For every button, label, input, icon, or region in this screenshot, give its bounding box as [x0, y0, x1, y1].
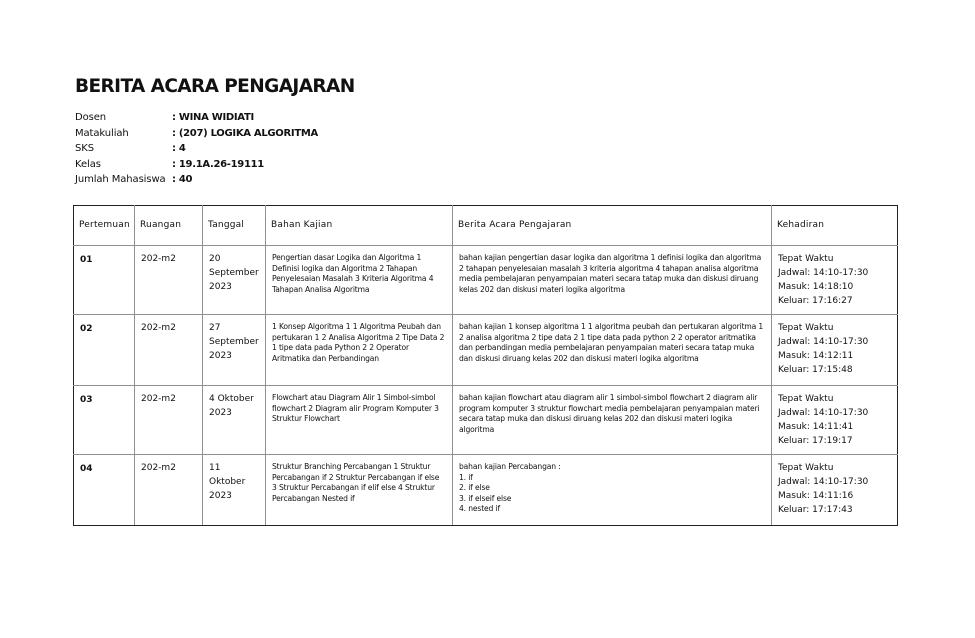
cell-ruangan: 202-m2	[135, 246, 203, 315]
cell-kehadiran	[772, 455, 898, 526]
course-info	[75, 110, 318, 188]
cell-tanggal	[203, 246, 266, 315]
date-day: 27	[209, 323, 221, 333]
attendance-status: Tepat Waktu	[778, 254, 834, 264]
cell-bahan-kajian: Struktur Branching Percabangan 1 Struktur Percabangan if 2 Struktur Percabangan if else 3 Struktur Percabangan if elif else 4 Struktur Percabangan Nested if	[266, 455, 453, 526]
attendance-in: Masuk: 14:18:10	[778, 282, 854, 292]
cell-berita-acara	[453, 455, 772, 526]
attendance-out: Keluar: 17:19:17	[778, 436, 853, 446]
column-header-tanggal: Tanggal	[203, 206, 266, 246]
attendance-status: Tepat Waktu	[778, 463, 834, 473]
date-year: 2023	[209, 282, 232, 292]
report-text: bahan kajian 1 konsep algoritma 1 1 algoritma peubah dan pertukaran algoritma 1 2 analisa algoritma 2 tipe data 2 1 tipe data pada python 2 2 operator aritmatika dan perbandingan media pembelajaran penyampaian materi secara tatap muka dan diskusi diruang kelas 202 dan diskusi materi logika algoritma	[459, 322, 764, 363]
cell-kehadiran	[772, 246, 898, 315]
cell-ruangan: 202-m2	[135, 455, 203, 526]
date-month: Oktober	[209, 477, 246, 487]
cell-tanggal	[203, 455, 266, 526]
info-label: Dosen	[75, 112, 107, 123]
cell-bahan-kajian: 1 Konsep Algoritma 1 1 Algoritma Peubah dan pertukaran 1 2 Analisa Algoritma 2 Tipe Data 2 1 tipe data pada Python 2 2 Operator Aritmatika dan Perbandingan	[266, 315, 453, 386]
cell-tanggal	[203, 386, 266, 455]
cell-kehadiran	[772, 386, 898, 455]
report-text: bahan kajian flowchart atau diagram alir 1 simbol-simbol flowchart 2 diagram alir program komputer 3 struktur flowchart media pembelajaran penyampaian materi secara tatap muka dan diskusi diruang kelas 202 dan diskusi materi logika algoritma	[459, 393, 760, 434]
date-day: 20	[209, 254, 221, 264]
date-year: 2023	[209, 351, 232, 361]
cell-kehadiran	[772, 315, 898, 386]
page-title: BERITA ACARA PENGAJARAN	[75, 76, 355, 97]
info-value: : 40	[172, 174, 193, 185]
info-value: : (207) LOGIKA ALGORITMA	[172, 127, 318, 139]
report-item: 2. if else	[459, 483, 490, 493]
info-value: : 4	[172, 143, 186, 154]
attendance-in: Masuk: 14:11:41	[778, 422, 854, 432]
table-row	[74, 455, 898, 526]
report-item: 4. nested if	[459, 504, 500, 514]
attendance-status: Tepat Waktu	[778, 323, 834, 333]
column-header-bahan-kajian: Bahan Kajian	[266, 206, 453, 246]
column-header-pertemuan: Pertemuan	[74, 206, 135, 246]
attendance-schedule: Jadwal: 14:10-17:30	[778, 408, 869, 418]
info-value: : 19.1A.26-19111	[172, 158, 264, 170]
cell-ruangan: 202-m2	[135, 386, 203, 455]
info-label: Kelas	[75, 158, 101, 170]
cell-berita-acara	[453, 386, 772, 455]
info-row-jumlah-mahasiswa	[75, 172, 318, 188]
info-value: : WINA WIDIATI	[172, 112, 254, 123]
cell-pertemuan: 04	[74, 455, 135, 526]
info-row-matakuliah	[75, 126, 318, 142]
table-row	[74, 315, 898, 386]
attendance-in: Masuk: 14:12:11	[778, 351, 854, 361]
column-header-ruangan: Ruangan	[135, 206, 203, 246]
cell-pertemuan: 03	[74, 386, 135, 455]
table-header-row	[74, 206, 898, 246]
date-day-month: 4 Oktober	[209, 394, 254, 404]
date-month: September	[209, 268, 259, 278]
info-label: Matakuliah	[75, 127, 129, 139]
report-item: 3. if elseif else	[459, 493, 512, 503]
info-row-kelas	[75, 157, 318, 173]
column-header-kehadiran: Kehadiran	[772, 206, 898, 246]
cell-pertemuan: 01	[74, 246, 135, 315]
cell-berita-acara	[453, 315, 772, 386]
cell-bahan-kajian: Flowchart atau Diagram Alir 1 Simbol-simbol flowchart 2 Diagram alir Program Komputer 3 Struktur Flowchart	[266, 386, 453, 455]
report-text: bahan kajian pengertian dasar logika dan algoritma 1 definisi logika dan algoritma 2 tahapan penyelesaian masalah 3 kriteria algoritma 4 tahapan analisa algoritma media pembelajaran penyampaian materi secara tatap muka dan diskusi diruang kelas 202 dan diskusi materi logika algoritma	[459, 253, 762, 294]
attendance-schedule: Jadwal: 14:10-17:30	[778, 337, 869, 347]
report-item: 1. if	[459, 472, 473, 482]
date-year: 2023	[209, 408, 232, 418]
attendance-schedule: Jadwal: 14:10-17:30	[778, 477, 869, 487]
attendance-out: Keluar: 17:15:48	[778, 365, 853, 375]
report-text: bahan kajian Percabangan :	[459, 462, 561, 471]
cell-ruangan: 202-m2	[135, 315, 203, 386]
cell-pertemuan: 02	[74, 315, 135, 386]
attendance-out: Keluar: 17:17:43	[778, 505, 853, 515]
column-header-berita-acara: Berita Acara Pengajaran	[453, 206, 772, 246]
cell-bahan-kajian: Pengertian dasar Logika dan Algoritma 1 Definisi logika dan Algoritma 2 Tahapan Penyelesaian Masalah 3 Kriteria Algoritma 4 Tahapan Analisa Algoritma	[266, 246, 453, 315]
info-label: SKS	[75, 143, 94, 154]
attendance-out: Keluar: 17:16:27	[778, 296, 853, 306]
table-row	[74, 246, 898, 315]
date-day: 11	[209, 463, 221, 473]
cell-berita-acara	[453, 246, 772, 315]
attendance-in: Masuk: 14:11:16	[778, 491, 854, 501]
info-row-dosen	[75, 110, 318, 126]
table-row	[74, 386, 898, 455]
attendance-schedule: Jadwal: 14:10-17:30	[778, 268, 869, 278]
attendance-status: Tepat Waktu	[778, 394, 834, 404]
date-year: 2023	[209, 491, 232, 501]
info-label: Jumlah Mahasiswa	[75, 174, 166, 185]
cell-tanggal	[203, 315, 266, 386]
info-row-sks	[75, 141, 318, 157]
date-month: September	[209, 337, 259, 347]
teaching-report-table	[73, 205, 898, 526]
